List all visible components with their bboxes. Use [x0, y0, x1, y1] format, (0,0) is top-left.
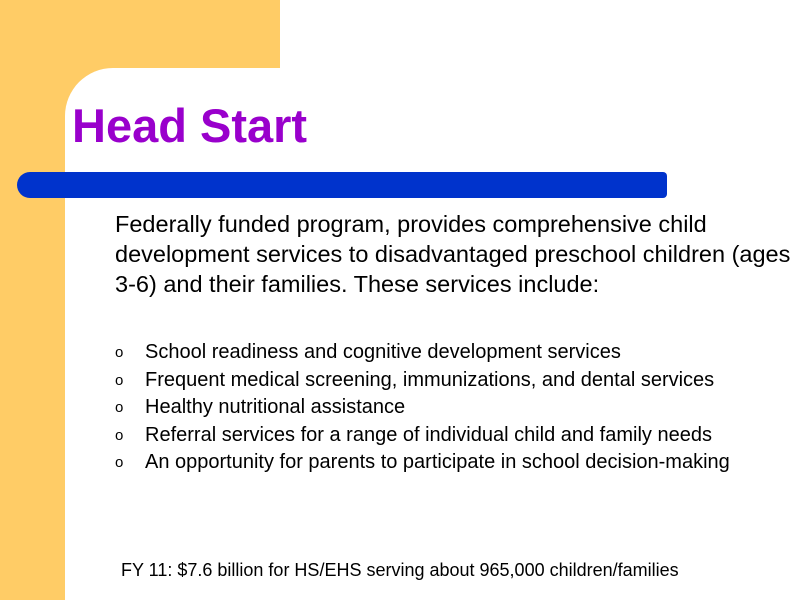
intro-paragraph: Federally funded program, provides comprehensive child development services to disadvantaged preschool children (ages 3-6) and their families. These services include: — [115, 211, 791, 297]
list-item — [115, 449, 755, 477]
list-item — [115, 339, 755, 367]
list-item — [115, 367, 755, 395]
services-list — [115, 339, 755, 477]
hollow-circle-bullet-icon: o — [115, 426, 124, 444]
list-item-text: School readiness and cognitive development services — [145, 341, 621, 363]
list-item-text: Frequent medical screening, immunizations, and dental services — [145, 368, 715, 391]
funding-note: FY 11: $7.6 billion for HS/EHS serving about 965,000 children/families — [121, 560, 679, 580]
hollow-circle-bullet-icon: o — [115, 454, 124, 471]
hollow-circle-bullet-icon: o — [115, 344, 124, 361]
list-item — [115, 394, 755, 422]
hollow-circle-bullet-icon: o — [115, 399, 124, 416]
title-underline-bar — [17, 172, 667, 198]
list-item-text: Healthy nutritional assistance — [145, 396, 406, 418]
slide-title: Head Start — [72, 99, 308, 152]
list-item — [115, 422, 755, 450]
list-item-text: An opportunity for parents to participate in school decision-making — [145, 451, 730, 473]
hollow-circle-bullet-icon: o — [115, 371, 124, 389]
list-item-text: Referral services for a range of individual child and family needs — [145, 423, 712, 446]
